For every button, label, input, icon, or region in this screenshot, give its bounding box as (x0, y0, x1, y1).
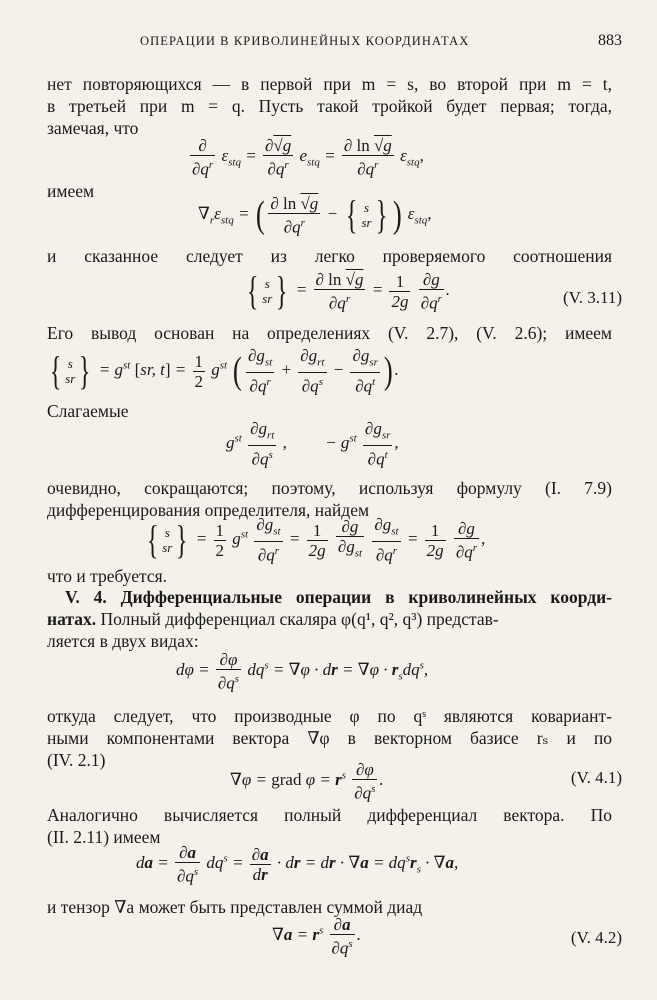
text-line: и тензор ∇a может быть представлен суммой диад (47, 897, 423, 917)
text-line: замечая, что (47, 118, 139, 138)
text-line: очевидно, сокращаются; поэтому, используя формулу (I. 7.9) (47, 478, 612, 498)
formula-christoffel-trace: { s sr } = $\frac{\partial \ln √g}{\partial q^r}$ = $\frac{1}{2g}$ $\frac{\partial g}{\partial q^r}$ . (246, 268, 451, 314)
text-line: Его вывод основан на определениях (V. 2.7), (V. 2.6); имеем (47, 323, 612, 343)
text-line: откуда следует, что производные φ по qˢ являются ковариант- (47, 706, 612, 726)
formula-tensor-dyads: $\nabla a = r^s$ $\frac{\partial a}{\partial q^s}$ . (272, 915, 361, 958)
formula-derivative-epsilon: $\frac{\partial}{\partial q^r}$ $\varepsilon_{stq}$ = $\frac{\partial√g}{\partial q^r}$ $e_{stq}$ = $\frac{\partial \ln √g}{\partial q^r}$ $\varepsilon_{stq}$, (192, 136, 424, 179)
text-line: Аналогично вычисляется полный дифференциал вектора. По (47, 805, 612, 825)
text-line: ляется в двух видах: (47, 631, 199, 651)
text-line: нет повторяющихся — в первой при m = s, во второй при m = t, (47, 74, 612, 94)
section-heading-end: натах. (47, 609, 97, 629)
formula-scalar-differential: dφ = $\frac{\partial\varphi}{\partial q^s}$ $dq^s = \nabla\varphi$ · dr = $\nabla\varphi \cdot r_sdq^s$, (176, 650, 429, 693)
text-line: (IV. 2.1) (47, 750, 106, 770)
text-line: Слагаемые (47, 401, 129, 421)
text-line (47, 609, 612, 630)
page-number: 883 (598, 32, 622, 49)
formula-vector-differential: da = $\frac{\partial a}{\partial q^s}$ $dq^s$ = $\frac{\partial a}{dr}$ · dr = dr · $\nabla a = dq^sr_s \cdot \nabla a$, (136, 843, 459, 886)
text-line: дифференцирования определителя, найдем (47, 500, 370, 520)
formula-christoffel-expansion: { s sr } = $g^{st}$ [sr, t] = $\frac{1}{2}$ $g^{st}$ ( $\frac{\partial g_{st}}{\partial q^r}$ + $\frac{\partial g_{rt}}{\partial q^s}$ − $\frac{\partial g_{sr}}{\partial q^t}$ ) . (49, 346, 399, 397)
equation-tag: (V. 3.11) (562, 288, 622, 307)
text-line: что и требуется. (47, 566, 168, 586)
text-line-part: Полный дифференциал скаляра φ(q¹, q², q³) представ- (96, 609, 499, 629)
section-heading: V. 4. Дифференциальные операции в криволинейных коорди- (65, 587, 612, 607)
formula-determinant-derivation: { s sr } = $\frac{1}{2}$ $g^{st}$ $\frac{\partial g_{st}}{\partial q^r}$ = $\frac{1}{2g}$ $\frac{\partial g}{\partial g_{st}}$ $\frac{\partial g_{st}}{\partial q^r}$ = $\frac{1}{2g}$ $\frac{\partial g}{\partial q^r}$ , (146, 515, 486, 566)
formula-covariant-derivative-epsilon: $\nabla_r\varepsilon_{stq}$ = ( $\frac{\partial \ln √g}{\partial q^r}$ − { s sr } ) $\varepsilon_{stq}$, (198, 192, 432, 238)
text-line: и сказанное следует из легко проверяемого соотношения (47, 246, 612, 266)
text-line: (II. 2.11) имеем (47, 827, 161, 847)
text-line: в третьей при m = q. Пусть такой тройкой будет первая; тогда, (47, 96, 612, 116)
running-title: ОПЕРАЦИИ В КРИВОЛИНЕЙНЫХ КООРДИНАТАХ (140, 34, 470, 48)
equation-tag: (V. 4.2) (570, 928, 622, 947)
text-line: имеем (47, 181, 95, 201)
running-header (0, 34, 657, 56)
formula-gradient: ∇φ = grad $\varphi = r^s$ $\frac{\partial\varphi}{\partial q^s}$ . (230, 760, 384, 803)
formula-summands: $g^{st}$ $\frac{\partial g_{rt}}{\partial q^s}$ , − $g^{st}$ $\frac{\partial g_{sr}}{\partial q^t}$ , (226, 419, 399, 470)
text-line: ными компонентами вектора ∇φ в векторном базисе rₛ и по (47, 728, 612, 748)
equation-tag: (V. 4.1) (570, 768, 622, 787)
